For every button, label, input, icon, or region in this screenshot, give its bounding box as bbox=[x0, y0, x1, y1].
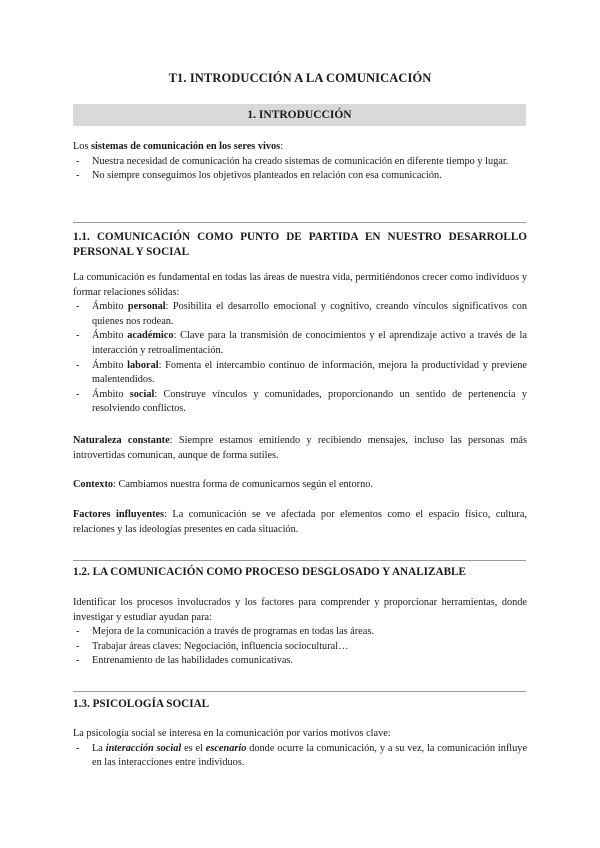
section-1-3-list bbox=[73, 742, 527, 771]
section-1-list bbox=[73, 155, 527, 184]
section-1-3-body bbox=[73, 727, 527, 771]
divider bbox=[73, 691, 526, 692]
list-item: - No siempre conseguimos los objetivos planteados en relación con esa comunicación. bbox=[73, 169, 527, 184]
section-1-2-intro: Identificar los procesos involucrados y los factores para comprender y proporcionar herramientas, donde investigar y estudiar ayudan para: bbox=[73, 597, 527, 623]
section-1-3-heading: 1.3. PSICOLOGÍA SOCIAL bbox=[73, 698, 210, 710]
list-item: - Entrenamiento de las habilidades comunicativas. bbox=[73, 654, 527, 669]
list-item: - Trabajar áreas claves: Negociación, influencia sociocultural… bbox=[73, 640, 527, 655]
list-item: - La interacción social es el escenario donde ocurre la comunicación, y a su vez, la comunicación influye en las interacciones entre individuos. bbox=[73, 742, 527, 771]
section-banner-introduccion: 1. INTRODUCCIÓN bbox=[73, 104, 526, 126]
factores-paragraph: Factores influyentes: La comunicación se ve afectada por elementos como el espacio físico, cultura, relaciones y las ideologías presentes en cada situación. bbox=[73, 509, 527, 535]
list-item: - Ámbito personal: Posibilita el desarrollo emocional y cognitivo, creando vínculos significativos con quienes nos rodean. bbox=[73, 300, 527, 329]
list-item: - Mejora de la comunicación a través de programas en todas las áreas. bbox=[73, 625, 527, 640]
section-1-1-intro: La comunicación es fundamental en todas las áreas de nuestra vida, permitiéndonos crecer como individuos y formar relaciones sólidas: bbox=[73, 272, 527, 298]
divider bbox=[73, 560, 526, 561]
section-1-intro: Los sistemas de comunicación en los seres vivos: bbox=[73, 141, 284, 152]
document-title: T1. INTRODUCCIÓN A LA COMUNICACIÓN bbox=[168, 71, 432, 85]
list-item: - Ámbito laboral: Fomenta el intercambio continuo de información, mejora la productividad y previene malentendidos. bbox=[73, 359, 527, 388]
naturaleza-paragraph: Naturaleza constante: Siempre estamos emitiendo y recibiendo mensajes, incluso las personas más introvertidas comunican, aunque de forma sutiles. bbox=[73, 435, 527, 461]
list-item: - Nuestra necesidad de comunicación ha creado sistemas de comunicación en diferente tiempo y lugar. bbox=[73, 155, 527, 170]
intro-bold-term: sistemas de comunicación en los seres vivos bbox=[91, 141, 281, 152]
section-1-2-heading: 1.2. LA COMUNICACIÓN COMO PROCESO DESGLOSADO Y ANALIZABLE bbox=[73, 566, 466, 578]
section-1-1-body bbox=[73, 271, 527, 417]
list-item: - Ámbito social: Construye vínculos y comunidades, proporcionando un sentido de pertenencia y resolviendo conflictos. bbox=[73, 388, 527, 417]
section-1-2-list bbox=[73, 625, 527, 669]
section-1-body bbox=[73, 140, 527, 184]
section-1-2-body bbox=[73, 596, 527, 669]
section-1-1-heading: 1.1. COMUNICACIÓN COMO PUNTO DE PARTIDA EN NUESTRO DESARROLLO PERSONAL Y SOCIAL bbox=[73, 231, 527, 258]
section-1-1-list bbox=[73, 300, 527, 417]
list-item: - Ámbito académico: Clave para la transmisión de conocimientos y el aprendizaje activo a través de la interacción y retroalimentación. bbox=[73, 329, 527, 358]
section-1-3-intro: La psicología social se interesa en la comunicación por varios motivos clave: bbox=[73, 728, 391, 739]
divider bbox=[73, 222, 526, 223]
contexto-paragraph: Contexto: Cambiamos nuestra forma de comunicarnos según el entorno. bbox=[73, 479, 373, 490]
